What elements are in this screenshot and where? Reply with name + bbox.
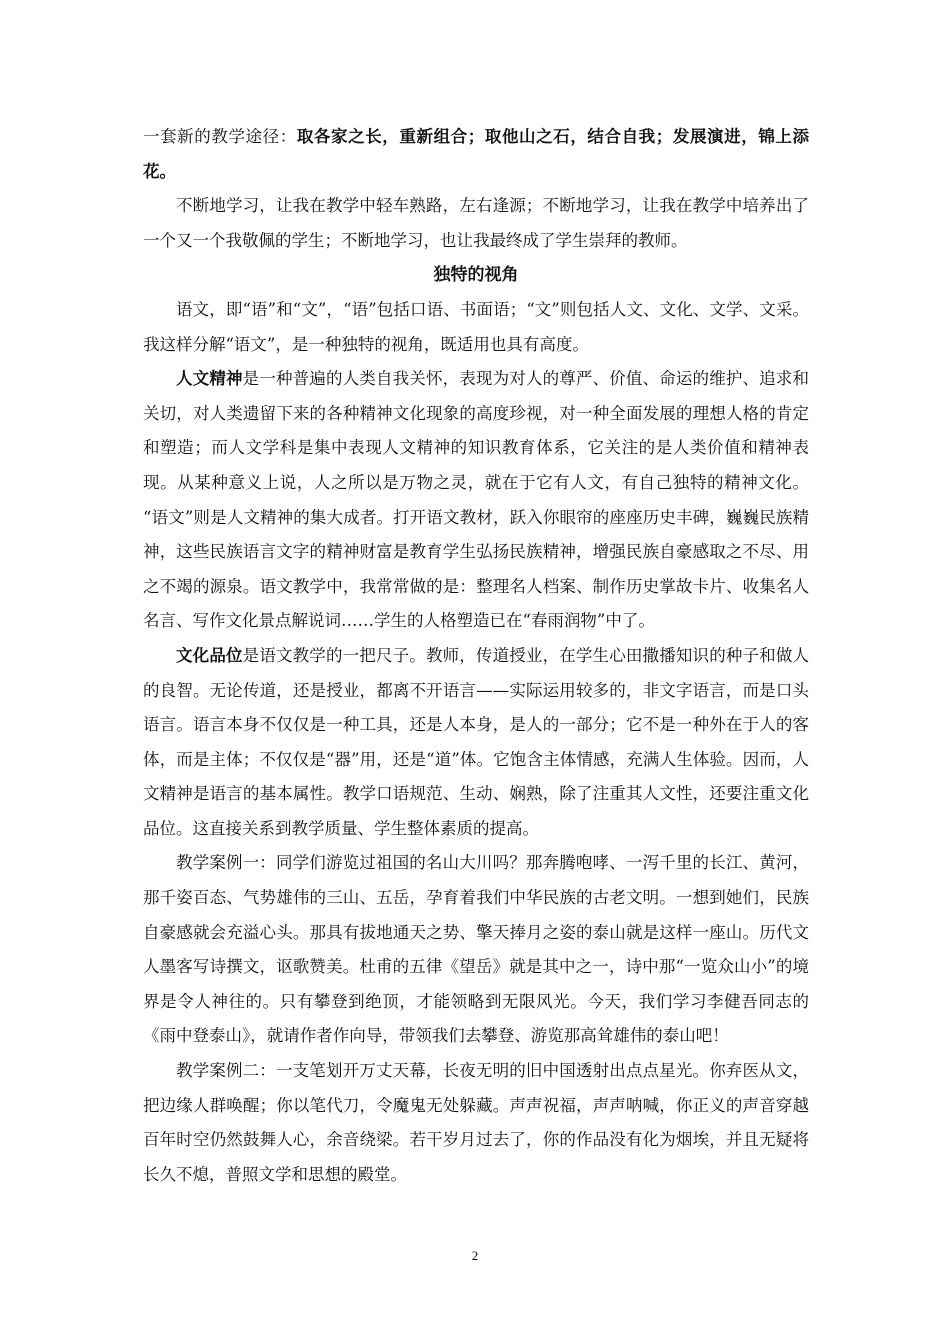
paragraph-text: 一套新的教学途径： (143, 127, 297, 146)
paragraph-yuwen-definition: 语文，即“语”和“文”，“语”包括口语、书面语；“文”则包括人文、文化、文学、文采。我这样分解“语文”，是一种独特的视角，既适用也具有高度。 (143, 299, 809, 354)
paragraph-humanistic-spirit (143, 362, 809, 639)
paragraph-text: 是语文教学的一把尺子。教师，传道授业，在学生心田撒播知识的种子和做人的良智。无论传道，还是授业，都离不开语言——实际运用较多的，非文字语言，而是口头语言。语言本身不仅仅是一种工具，还是人本身，是人的一部分；它不是一种外在于人的客体，而是主体；不仅仅是“器”用，还是“道”体。它饱含主体情感，充满人生体验。因而，人文精神是语言的基本属性。教学口语规范、生动、娴熟，除了注重其人文性，还要注重文化品位。这直接关系到教学质量、学生整体素质的提高。 (143, 645, 810, 838)
term-cultural-taste: 文化品位 (176, 645, 243, 665)
bold-phrase: 取各家之长，重新组合；取他山之石，结合自我；发展演进，锦上添花。 (143, 127, 810, 181)
paragraph-cultural-taste (143, 639, 809, 847)
paragraph-case-one: 教学案例一：同学们游览过祖国的名山大川吗？那奔腾咆哮、一泻千里的长江、黄河，那千姿百态、气势雄伟的三山、五岳，孕育着我们中华民族的古老文明。一想到她们，民族自豪感就会充溢心头。那具有拔地通天之势、擎天捧月之姿的泰山就是这样一座山。历代文人墨客写诗撰文，讴歌赞美。杜甫的五律《望岳》就是其中之一，诗中那“一览众山小”的境界是令人神往的。只有攀登到绝顶，才能领略到无限风光。今天，我们学习李健吾同志的《雨中登泰山》，就请作者作向导，带领我们去攀登、游览那高耸雄伟的泰山吧！ (143, 853, 809, 1046)
section-heading: 独特的视角 (433, 265, 519, 286)
page-number: 2 (471, 1248, 479, 1263)
term-humanistic-spirit: 人文精神 (176, 369, 243, 389)
paragraph-continuation (143, 120, 809, 189)
document-body (143, 120, 809, 1192)
paragraph-text: 是一种普遍的人类自我关怀，表现为对人的尊严、价值、命运的维护、追求和关切，对人类遗留下来的各种精神文化现象的高度珍视，对一种全面发展的理想人格的肯定和塑造；而人文学科是集中表现人文精神的知识教育体系，它关注的是人类价值和精神表现。从某种意义上说，人之所以是万物之灵，就在于它有人文，有自己独特的精神文化。 “语文”则是人文精神的集大成者。打开语文教材，跃入你眼帘的座座历史丰碑，巍巍民族精神，这些民族语言文字的精神财富是教育学生弘扬民族精神，增强民族自豪感取之不尽、用之不竭的源泉。语文教学中，我常常做的是：整理名人档案、制作历史掌故卡片、收集名人名言、写作文化景点解说词……学生的人格塑造已在“春雨润物”中了。 (143, 369, 810, 631)
paragraph-case-two: 教学案例二：一支笔划开万丈天幕，长夜无明的旧中国透射出点点星光。你弃医从文，把边缘人群唤醒；你以笔代刀，令魔鬼无处躲藏。声声祝福，声声呐喊，你正义的声音穿越百年时空仍然鼓舞人心，余音绕梁。若干岁月过去了，你的作品没有化为烟埃，并且无疑将长久不熄，普照文学和思想的殿堂。 (143, 1061, 809, 1184)
paragraph-learning: 不断地学习，让我在教学中轻车熟路，左右逢源；不断地学习，让我在教学中培养出了一个又一个我敬佩的学生；不断地学习，也让我最终成了学生崇拜的教师。 (143, 196, 809, 250)
